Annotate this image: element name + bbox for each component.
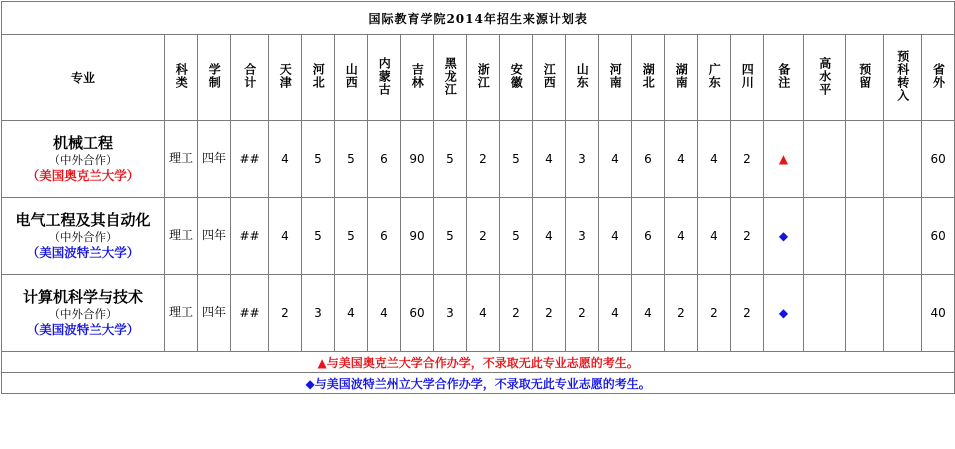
major-sub: （中外合作） — [48, 229, 118, 244]
cell-yuliu — [846, 275, 884, 352]
cell-zhejiang: 4 — [467, 275, 500, 352]
cell-kelei: 理工 — [165, 198, 198, 275]
cell-zhejiang: 2 — [467, 198, 500, 275]
header-sichuan: 四川 — [731, 35, 764, 121]
cell-jiangxi: 4 — [533, 198, 566, 275]
cell-hunan: 4 — [665, 121, 698, 198]
header-henan: 河南 — [599, 35, 632, 121]
cell-shengwai: 40 — [922, 275, 955, 352]
header-gaoshuiping: 高水平 — [804, 35, 846, 121]
cell-shanxi: 5 — [335, 121, 368, 198]
cell-kelei: 理工 — [165, 121, 198, 198]
major-cell — [2, 121, 165, 198]
major-sub: （中外合作） — [48, 152, 118, 167]
cell-guangdong: 4 — [698, 121, 731, 198]
major-partner: （美国波特兰大学） — [26, 322, 140, 338]
cell-shandong: 3 — [566, 198, 599, 275]
cell-henan: 4 — [599, 198, 632, 275]
spreadsheet-sheet — [0, 1, 946, 449]
header-heilongjiang: 黑龙江 — [434, 35, 467, 121]
cell-yukezhuanru — [884, 275, 922, 352]
cell-neimenggu: 6 — [368, 198, 401, 275]
cell-sichuan: 2 — [731, 275, 764, 352]
header-tianjin: 天津 — [269, 35, 302, 121]
header-beizhu: 备注 — [764, 35, 804, 121]
major-name: 计算机科学与技术 — [22, 287, 143, 306]
header-row — [2, 35, 955, 121]
header-yuliu: 预留 — [846, 35, 884, 121]
cell-heilongjiang: 3 — [434, 275, 467, 352]
header-neimenggu: 内蒙古 — [368, 35, 401, 121]
header-jiangxi: 江西 — [533, 35, 566, 121]
cell-gaoshuiping — [804, 121, 846, 198]
cell-anhui: 2 — [500, 275, 533, 352]
cell-hebei: 5 — [302, 121, 335, 198]
cell-hebei: 3 — [302, 275, 335, 352]
cell-shandong: 3 — [566, 121, 599, 198]
cell-hubei: 6 — [632, 121, 665, 198]
major-name: 机械工程 — [52, 133, 113, 152]
cell-jiangxi: 4 — [533, 121, 566, 198]
header-hebei: 河北 — [302, 35, 335, 121]
header-shandong: 山东 — [566, 35, 599, 121]
cell-anhui: 5 — [500, 198, 533, 275]
enrollment-plan-table — [1, 1, 955, 394]
cell-yukezhuanru — [884, 198, 922, 275]
cell-guangdong: 4 — [698, 198, 731, 275]
major-partner: （美国波特兰大学） — [26, 245, 140, 261]
cell-hebei: 5 — [302, 198, 335, 275]
cell-guangdong: 2 — [698, 275, 731, 352]
cell-hunan: 4 — [665, 198, 698, 275]
header-yukezhuanru: 预科转入 — [884, 35, 922, 121]
cell-heji: ## — [231, 275, 269, 352]
cell-tianjin: 2 — [269, 275, 302, 352]
major-cell — [2, 275, 165, 352]
header-shengwai: 省外 — [922, 35, 955, 121]
cell-heji: ## — [231, 121, 269, 198]
cell-shanxi: 5 — [335, 198, 368, 275]
cell-neimenggu: 6 — [368, 121, 401, 198]
header-anhui: 安徽 — [500, 35, 533, 121]
major-cell — [2, 198, 165, 275]
cell-jilin: 90 — [401, 198, 434, 275]
major-sub: （中外合作） — [48, 306, 118, 321]
table-row — [2, 198, 955, 275]
cell-hunan: 2 — [665, 275, 698, 352]
header-guangdong: 广东 — [698, 35, 731, 121]
header-kelei: 科类 — [165, 35, 198, 121]
cell-tianjin: 4 — [269, 198, 302, 275]
cell-shandong: 2 — [566, 275, 599, 352]
cell-henan: 4 — [599, 275, 632, 352]
cell-shengwai: 60 — [922, 198, 955, 275]
red-triangle-icon: ▲ — [764, 121, 804, 198]
blue-diamond-icon: ◆ — [764, 198, 804, 275]
cell-kelei: 理工 — [165, 275, 198, 352]
header-shanxi: 山西 — [335, 35, 368, 121]
cell-yuliu — [846, 121, 884, 198]
cell-jilin: 60 — [401, 275, 434, 352]
table-row — [2, 121, 955, 198]
cell-gaoshuiping — [804, 198, 846, 275]
cell-tianjin: 4 — [269, 121, 302, 198]
cell-hubei: 4 — [632, 275, 665, 352]
header-major: 专业 — [2, 35, 165, 121]
cell-xuezhi: 四年 — [198, 198, 231, 275]
cell-neimenggu: 4 — [368, 275, 401, 352]
cell-henan: 4 — [599, 121, 632, 198]
cell-heilongjiang: 5 — [434, 198, 467, 275]
cell-anhui: 5 — [500, 121, 533, 198]
cell-heilongjiang: 5 — [434, 121, 467, 198]
cell-gaoshuiping — [804, 275, 846, 352]
header-jilin: 吉林 — [401, 35, 434, 121]
blue-diamond-icon: ◆ — [764, 275, 804, 352]
cell-shanxi: 4 — [335, 275, 368, 352]
header-hubei: 湖北 — [632, 35, 665, 121]
major-name: 电气工程及其自动化 — [15, 210, 151, 229]
title-row — [2, 2, 955, 35]
cell-jilin: 90 — [401, 121, 434, 198]
table-row — [2, 275, 955, 352]
footnote-portland: ◆与美国波特兰州立大学合作办学，不录取无此专业志愿的考生。 — [2, 373, 955, 394]
cell-yukezhuanru — [884, 121, 922, 198]
header-heji: 合计 — [231, 35, 269, 121]
footnote-oakland: ▲与美国奥克兰大学合作办学，不录取无此专业志愿的考生。 — [2, 352, 955, 373]
cell-sichuan: 2 — [731, 198, 764, 275]
major-partner: （美国奥克兰大学） — [26, 168, 140, 184]
cell-xuezhi: 四年 — [198, 121, 231, 198]
header-zhejiang: 浙江 — [467, 35, 500, 121]
cell-xuezhi: 四年 — [198, 275, 231, 352]
footnote-row — [2, 373, 955, 394]
cell-shengwai: 60 — [922, 121, 955, 198]
cell-heji: ## — [231, 198, 269, 275]
header-xuezhi: 学制 — [198, 35, 231, 121]
cell-hubei: 6 — [632, 198, 665, 275]
cell-jiangxi: 2 — [533, 275, 566, 352]
cell-yuliu — [846, 198, 884, 275]
page-title: 国际教育学院2014年招生来源计划表 — [2, 2, 955, 35]
footnote-row — [2, 352, 955, 373]
cell-zhejiang: 2 — [467, 121, 500, 198]
cell-sichuan: 2 — [731, 121, 764, 198]
header-hunan: 湖南 — [665, 35, 698, 121]
